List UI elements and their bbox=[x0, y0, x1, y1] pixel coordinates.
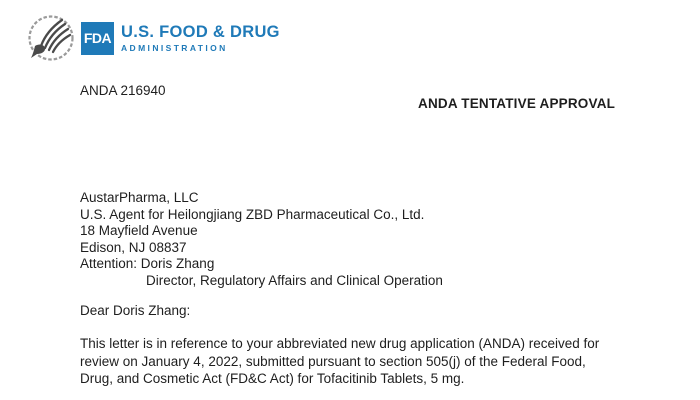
fda-wordmark bbox=[121, 24, 280, 52]
recipient-address-block bbox=[80, 190, 443, 289]
approval-title: ANDA TENTATIVE APPROVAL bbox=[418, 96, 616, 111]
anda-application-number: ANDA 216940 bbox=[80, 83, 166, 98]
letter-body-paragraph bbox=[80, 335, 599, 388]
body-line: Drug, and Cosmetic Act (FD&C Act) for Tofacitinib Tablets, 5 mg. bbox=[80, 371, 465, 386]
fda-wordmark-line2: ADMINISTRATION bbox=[121, 42, 228, 53]
fda-brand-header bbox=[26, 12, 280, 64]
fda-logo-square bbox=[81, 22, 114, 55]
recipient-city-state-zip: Edison, NJ 08837 bbox=[80, 239, 187, 255]
recipient-attention-title: Director, Regulatory Affairs and Clinical Operation bbox=[146, 272, 443, 288]
fda-wordmark-line1: U.S. FOOD & DRUG bbox=[121, 23, 280, 41]
salutation: Dear Doris Zhang: bbox=[80, 303, 191, 318]
recipient-attention: Attention: Doris Zhang bbox=[80, 256, 215, 271]
body-line: review on January 4, 2022, submitted pursuant to section 505(j) of the Federal Food, bbox=[80, 353, 586, 369]
recipient-street: 18 Mayfield Avenue bbox=[80, 223, 198, 238]
body-line: This letter is in reference to your abbreviated new drug application (ANDA) received for bbox=[80, 336, 600, 351]
fda-monogram: FDA bbox=[83, 30, 112, 46]
recipient-agent-line: U.S. Agent for Heilongjiang ZBD Pharmaceutical Co., Ltd. bbox=[80, 206, 425, 222]
recipient-company: AustarPharma, LLC bbox=[80, 190, 199, 205]
hhs-eagle-icon bbox=[26, 13, 76, 63]
